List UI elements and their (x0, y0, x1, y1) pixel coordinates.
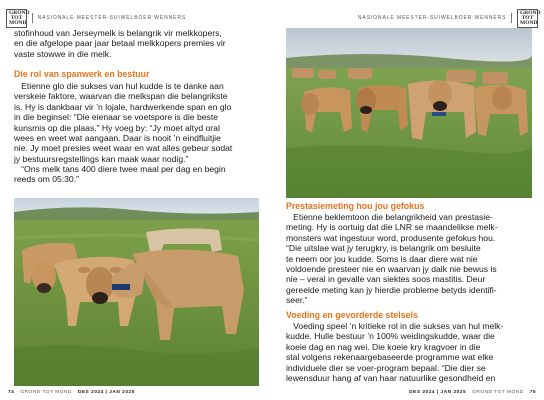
left-footer-magazine: GROND TOT MOND (20, 390, 72, 395)
heading-voeding: Voeding en gevorderde stelsels (286, 310, 418, 320)
left-footer (8, 390, 135, 395)
right-footer (409, 390, 536, 395)
cows-grazing-image (14, 198, 259, 386)
magazine-logo: GROND TOT MOND (6, 9, 27, 28)
left-header (6, 11, 186, 25)
left-footer-issue: DES 2024 | JAN 2025 (77, 390, 135, 395)
intro-paragraph: stofinhoud van Jerseymelk is belangrik vir melkkopers, en die afgelope paar jaar betaal melkkopers premies vir vaste stowwe in die melk. (14, 28, 226, 59)
paragraph-voeding: Voeding speel ’n kritieke rol in die sukses van hul melk- kudde. Hulle bestuur ’n 100% weidingskudde, waar die koeie dag en nag wei. Die koeie kry kragvoer in die stal volgens rekenaargebaseerde programme wat elke individuele dier se voer-program bepaal. “Die dier se lewensduur hang af van haar natuurlike gesondheid en (286, 321, 504, 384)
right-header (357, 9, 541, 26)
right-page (272, 0, 544, 400)
right-page-number: 75 (529, 390, 536, 395)
heading-prestasiemeting: Prestasiemeting hou jou gefokus (286, 201, 425, 211)
section-title: NASIONALE MEESTER-SUIWELBOER WENNERS (37, 15, 187, 21)
header-divider-right (511, 13, 512, 23)
cows-in-pasture-image (286, 28, 532, 198)
left-page-number: 74 (8, 390, 15, 395)
paragraph-prestasiemeting: Etienne beklemtoon die belangrikheid van prestasie- meting. Hy is oortuig dat die LNR se maandelikse melk- monsters wat ingestuur word, produsente gefokus hou. “Die uitslae wat jy terugkry, is belangrik om besluite te neem oor jou kudde. Soms is daar diere wat nie voldoende presteer nie en waarvan jy dalk nie bewus is nie – veral in gevalle van siektes soos mastitis. Deur gereelde meting kan jy hierdie probleme betyds identifi- seer.” (286, 212, 498, 306)
section-title-right: NASIONALE MEESTER-SUIWELBOER WENNERS (357, 15, 507, 21)
magazine-logo-right: GROND TOT MOND (517, 9, 538, 28)
heading-spanwerk: Die rol van spanwerk en bestuur (14, 69, 150, 79)
cows-in-pasture-photo (286, 28, 532, 198)
paragraph-spanwerk: Etienne glo die sukses van hul kudde is te danke aan verskeie faktore, waarvan die melkspan die belangrikste is. Hy is dankbaar vir ’n lojale, hardwerkende span en glo in die beginsel: “Die eienaar se voetspore is die beste kunsmis op die plaas.” Hy voeg by: “Jy moet altyd oral wees en weet wat aangaan. Daar is nooit ’n eindfluitjie nie. Jy moet presies weet waar en wat alles gebeur sodat jy bestuursregstellings kan maak waar nodig.” (14, 81, 233, 164)
right-footer-magazine: GROND TOT MOND (472, 390, 524, 395)
right-footer-issue: DES 2024 | JAN 2025 (409, 390, 467, 395)
header-divider (32, 13, 33, 23)
cows-grazing-photo (14, 198, 259, 386)
paragraph-melk: “Ons melk tans 400 diere twee maal per dag en begin reeds om 05:30.” (14, 164, 226, 185)
